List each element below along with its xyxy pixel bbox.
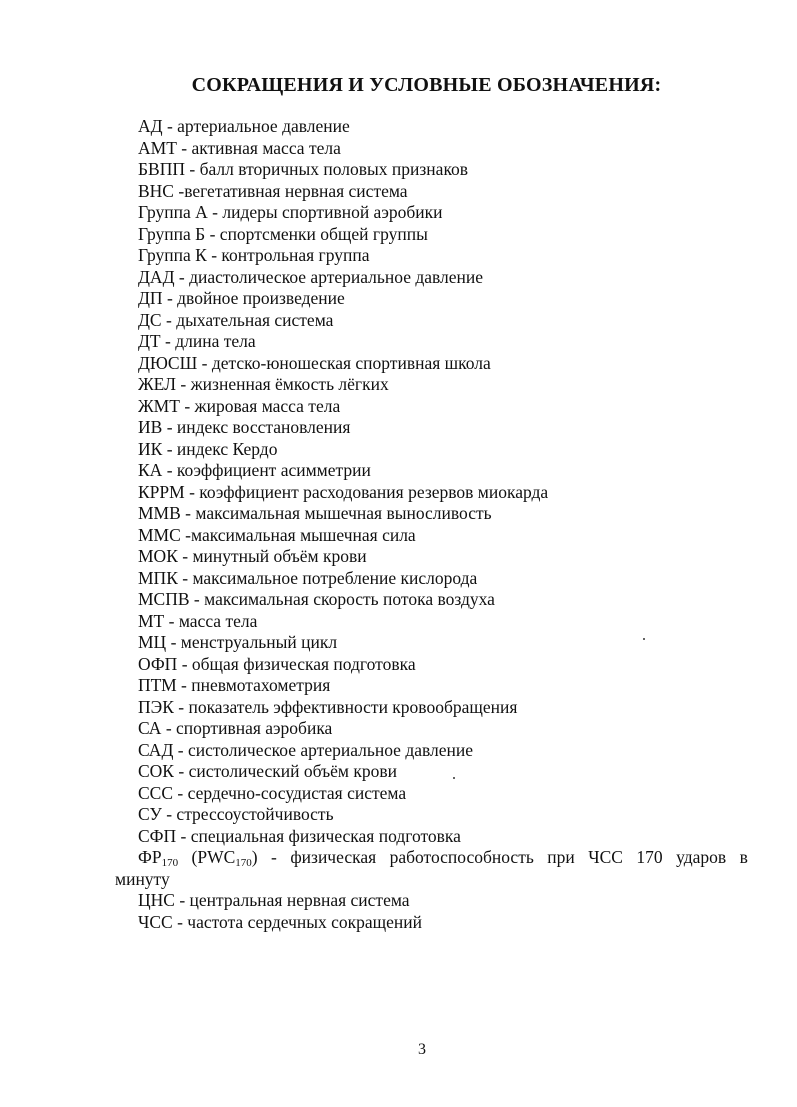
separator: - — [176, 825, 191, 846]
list-item — [138, 761, 758, 783]
definition: пневмотахометрия — [191, 675, 331, 695]
list-item — [138, 482, 758, 504]
definition: спортивная аэробика — [176, 718, 333, 738]
definition-word: работоспособность — [389, 847, 534, 867]
list-item — [138, 202, 758, 224]
list-item — [138, 245, 758, 267]
definition: активная масса тела — [191, 137, 341, 158]
list-item — [138, 718, 758, 740]
list-item — [138, 826, 758, 848]
list-item — [138, 783, 758, 805]
pwc-alt-subscript: 170 — [235, 857, 252, 869]
abbreviation: ЧСС — [138, 911, 173, 932]
list-item — [138, 675, 758, 697]
definition: дыхательная система — [176, 309, 334, 330]
definition: балл вторичных половых признаков — [199, 159, 469, 179]
abbreviation: МСПВ — [138, 589, 190, 609]
definition: центральная нервная система — [189, 890, 410, 910]
separator: - — [180, 524, 191, 545]
list-item — [138, 890, 758, 912]
definition: максимальная мышечная сила — [191, 524, 416, 545]
abbreviation: ОФП — [138, 653, 178, 674]
definition: сердечно-сосудистая система — [187, 782, 407, 803]
definition: максимальная скорость потока воздуха — [204, 589, 495, 609]
list-item — [138, 546, 758, 568]
abbreviation: АМТ — [138, 137, 177, 158]
abbreviation: ДС — [138, 309, 162, 330]
definition: максимальное потребление кислорода — [192, 567, 478, 588]
separator: - — [205, 223, 220, 244]
separator: - — [173, 180, 185, 201]
separator: - — [173, 696, 189, 717]
definition: максимальная мышечная выносливость — [195, 503, 492, 523]
definition: артериальное давление — [177, 116, 350, 136]
list-item — [138, 525, 758, 547]
abbreviation: КА — [138, 460, 163, 480]
separator: - — [176, 137, 192, 158]
separator: - — [161, 718, 177, 738]
definition: вегетативная нервная система — [184, 180, 408, 201]
abbreviation: Группа Б — [138, 223, 206, 244]
abbreviation: МОК — [138, 546, 178, 566]
definition: систолический объём крови — [188, 761, 397, 781]
list-item — [138, 138, 758, 160]
separator: - — [184, 481, 200, 502]
abbreviation: САД — [138, 739, 174, 760]
list-item — [138, 654, 758, 676]
separator: - — [174, 266, 190, 287]
definition: коэффициент расходования резервов миокарда — [199, 481, 549, 502]
list-item — [138, 181, 758, 203]
pwc-abbr-subscript: 170 — [161, 857, 179, 869]
definition: двойное произведение — [177, 288, 345, 308]
list-item — [138, 417, 758, 439]
definition: систолическое артериальное давление — [187, 739, 474, 760]
list-item — [138, 697, 758, 719]
definition: лидеры спортивной аэробики — [222, 202, 443, 222]
separator: - — [164, 610, 179, 631]
abbreviation: ЦНС — [138, 890, 175, 910]
list-item — [138, 589, 758, 611]
abbreviation: ДАД — [138, 266, 175, 287]
separator: - — [177, 653, 192, 674]
definition-word: ударов — [676, 847, 727, 867]
list-item — [138, 353, 758, 375]
definition: частота сердечных сокращений — [187, 911, 423, 932]
abbreviation: Группа К — [138, 245, 207, 265]
separator: - — [176, 374, 191, 394]
list-item — [138, 568, 758, 590]
separator: - — [172, 911, 188, 932]
separator: - — [177, 567, 193, 588]
definition: индекс Кердо — [176, 438, 278, 459]
definition: детско-юношеская спортивная школа — [211, 352, 491, 373]
definition: жировая масса тела — [194, 395, 341, 416]
abbreviation: МТ — [138, 610, 165, 631]
separator: - — [206, 245, 222, 265]
separator: - — [197, 352, 212, 373]
separator: - — [162, 417, 177, 437]
abbreviation: ДЮСШ — [138, 352, 198, 373]
list-item — [138, 288, 758, 310]
definition: спортсменки общей группы — [219, 223, 428, 244]
definition-word: ЧСС — [588, 847, 623, 867]
separator: - — [162, 288, 178, 308]
list-item — [138, 116, 758, 138]
abbreviation: ИВ — [138, 417, 163, 437]
list-item — [138, 912, 758, 934]
list-item — [138, 396, 758, 418]
separator: - — [166, 632, 181, 652]
abbreviation: СА — [138, 718, 162, 738]
abbreviation: ЖЕЛ — [138, 374, 177, 394]
definition: контрольная группа — [221, 245, 370, 265]
abbreviation: ММС — [138, 524, 181, 545]
pwc-alt-open: (PWC — [191, 847, 236, 867]
abbreviation: МЦ — [138, 632, 167, 652]
separator: - — [160, 331, 176, 351]
pwc-line-1 — [138, 847, 748, 869]
list-item — [138, 439, 758, 461]
definition: коэффициент асимметрии — [176, 460, 371, 480]
definition: масса тела — [178, 610, 258, 631]
separator: - — [173, 739, 188, 760]
list-item — [138, 740, 758, 762]
abbreviation: СОК — [138, 761, 174, 781]
definition: жизненная ёмкость лёгких — [190, 374, 389, 394]
page-title: СОКРАЩЕНИЯ И УСЛОВНЫЕ ОБОЗНАЧЕНИЯ: — [191, 74, 662, 96]
definition: стрессоустойчивость — [176, 804, 334, 824]
separator: - — [162, 460, 177, 480]
definition-word: физическая — [290, 847, 377, 867]
abbreviation: СФП — [138, 825, 177, 846]
definition: индекс восстановления — [176, 417, 351, 437]
list-item — [138, 374, 758, 396]
definition: длина тела — [175, 331, 256, 351]
definition: минутный объём крови — [192, 546, 367, 566]
separator: - — [173, 761, 189, 781]
definition: менструальный цикл — [180, 632, 338, 652]
abbreviation: АД — [138, 116, 163, 136]
abbreviation: БВПП — [138, 159, 185, 179]
separator: - — [185, 159, 200, 179]
list-item — [138, 632, 758, 654]
abbreviation: ССС — [138, 782, 174, 803]
abbreviation: ПЭК — [138, 696, 174, 717]
separator: - — [189, 589, 205, 609]
pwc-alt-abbreviation — [192, 847, 258, 869]
separator: - — [174, 890, 190, 910]
list-item — [138, 804, 758, 826]
abbreviation: ВНС — [138, 180, 174, 201]
pwc-alt-close: ) — [251, 847, 258, 867]
page-number: 3 — [418, 1041, 426, 1058]
separator: - — [207, 202, 223, 222]
list-item — [138, 310, 758, 332]
abbreviation: МПК — [138, 567, 178, 588]
list-item — [138, 224, 758, 246]
definition-word: 170 — [636, 847, 663, 867]
scan-speck — [643, 638, 645, 640]
definition: показатель эффективности кровообращения — [188, 696, 518, 717]
abbreviation: КРРМ — [138, 481, 185, 502]
scan-speck — [453, 777, 455, 779]
separator: - — [177, 546, 193, 566]
list-item — [138, 267, 758, 289]
abbreviation: СУ — [138, 804, 162, 824]
abbreviation: ИК — [138, 438, 163, 459]
separator: - — [271, 847, 277, 867]
separator: - — [161, 804, 177, 824]
separator: - — [176, 675, 192, 695]
list-item — [138, 460, 758, 482]
list-item — [138, 331, 758, 353]
list-item-pwc — [115, 847, 758, 890]
list-item — [138, 159, 758, 181]
list-item — [138, 503, 758, 525]
abbreviation-list — [115, 116, 758, 933]
separator: - — [162, 438, 177, 459]
abbreviation: ПТМ — [138, 675, 177, 695]
abbreviation: ЖМТ — [138, 395, 180, 416]
separator: - — [180, 503, 196, 523]
separator: - — [173, 782, 188, 803]
definition: общая физическая подготовка — [191, 653, 416, 674]
separator: - — [161, 309, 177, 330]
pwc-abbreviation — [138, 847, 178, 869]
abbreviation: ДП — [138, 288, 163, 308]
separator: - — [179, 395, 195, 416]
definition: специальная физическая подготовка — [190, 825, 461, 846]
definition-word: при — [547, 847, 575, 867]
definition-word: в — [739, 847, 748, 867]
abbreviation: ММВ — [138, 503, 181, 523]
abbreviation: ДТ — [138, 331, 161, 351]
separator: - — [162, 116, 178, 136]
pwc-abbr-main: ФР — [138, 847, 162, 867]
abbreviation: Группа А — [138, 202, 208, 222]
list-item — [138, 611, 758, 633]
pwc-line-2: минуту — [115, 868, 170, 889]
definition: диастолическое артериальное давление — [189, 266, 484, 287]
